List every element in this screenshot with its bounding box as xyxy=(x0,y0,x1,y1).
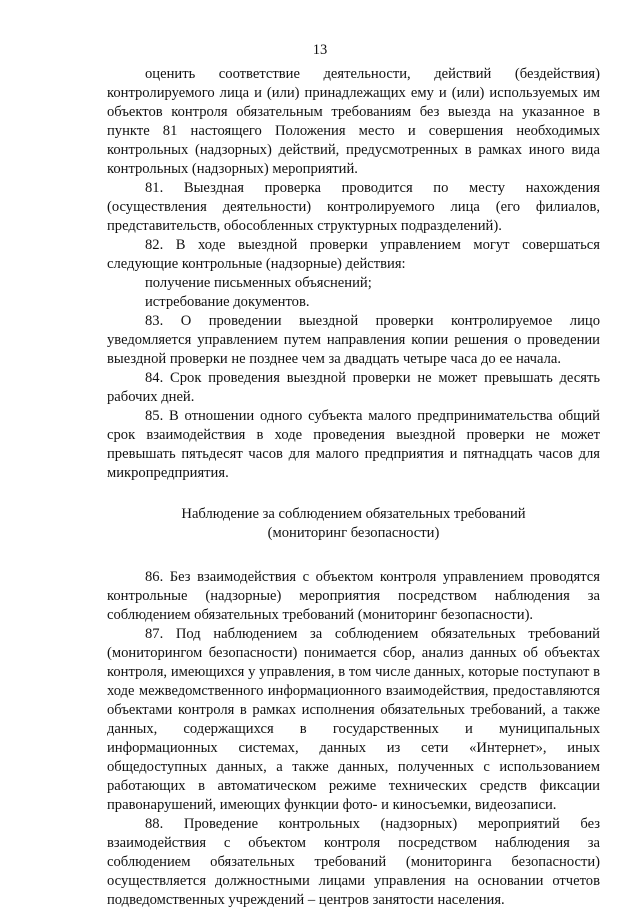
paragraph-continuation: оценить соответствие деятельности, действий (бездействия) контролируемого лица и (или) принадлежащих ему и (или) используемых им объектов контроля обязательным требованиям без выезда на указанное в пункте 81 настоящего Положения место и совершения необходимых контрольных (надзорных) действий, предусмотренных в рамках иного вида контрольных (надзорных) мероприятий. xyxy=(107,66,600,177)
page-number: 13 xyxy=(312,42,328,58)
section-heading-line-1: Наблюдение за соблюдением обязательных требований xyxy=(181,506,526,522)
list-item-document-request: истребование документов. xyxy=(145,294,310,310)
list-item-written-explanations: получение письменных объяснений; xyxy=(145,275,372,291)
paragraph-87: 87. Под наблюдением за соблюдением обязательных требований (мониторингом безопасности) понимается сбор, анализ данных об объектах контроля, имеющихся у управления, в том числе данных, которые поступают в ходе межведомственного информационного взаимодействия, предоставляются объектами контроля в рамках исполнения обязательных требований, а также данных, содержащихся в государственных и муниципальных информационных системах, данных из сети «Интернет», иных общедоступных данных, а также данных, полученных с использованием работающих в автоматическом режиме технических средств фиксации правонарушений, имеющих функции фото- и киносъемки, видеозаписи. xyxy=(107,626,600,813)
section-heading xyxy=(107,505,600,543)
section-heading-line-2: (мониторинг безопасности) xyxy=(267,525,440,541)
paragraph-88: 88. Проведение контрольных (надзорных) мероприятий без взаимодействия с объектом контроля посредством наблюдения за соблюдением обязательных требований (мониторинга безопасности) осуществляется должностными лицами управления на основании отчетов подведомственных учреждений – центров занятости населения. xyxy=(107,816,600,908)
paragraph-82: 82. В ходе выездной проверки управлением могут совершаться следующие контрольные (надзорные) действия: xyxy=(107,237,600,272)
document-body xyxy=(107,65,600,910)
paragraph-83: 83. О проведении выездной проверки контролируемое лицо уведомляется управлением путем направления копии решения о проведении выездной проверки не позднее чем за двадцать четыре часа до ее начала. xyxy=(107,313,600,367)
paragraph-85: 85. В отношении одного субъекта малого предпринимательства общий срок взаимодействия в ходе проведения выездной проверки не может превышать пятьдесят часов для малого предприятия и пятнадцать часов для микропредприятия. xyxy=(107,408,600,481)
paragraph-86: 86. Без взаимодействия с объектом контроля управлением проводятся контрольные (надзорные) мероприятия посредством наблюдения за соблюдением обязательных требований (мониторинг безопасности). xyxy=(107,569,600,623)
paragraph-84: 84. Срок проведения выездной проверки не может превышать десять рабочих дней. xyxy=(107,370,600,405)
paragraph-81: 81. Выездная проверка проводится по месту нахождения (осуществления деятельности) контролируемого лица (его филиалов, представительств, обособленных структурных подразделений). xyxy=(107,180,600,234)
